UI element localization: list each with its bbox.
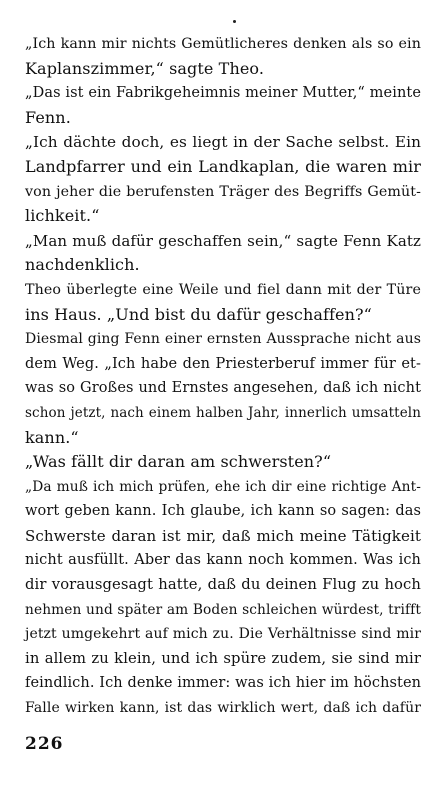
text-line: „Ich kann mir nichts Gemütlicheres denken als so ein (25, 36, 421, 52)
text-line: nicht ausfüllt. Aber das kann noch kommen. Was ich (25, 552, 421, 569)
text-line: dem Weg. „Ich habe den Priesterberuf immer für et- (25, 355, 421, 372)
text-line: schon jetzt, nach einem halben Jahr, innerlich umsatteln (25, 404, 421, 421)
text-line: „Was fällt dir daran am schwersten?“ (25, 452, 332, 472)
text-line: von jeher die berufensten Träger des Begriffs Gemüt- (25, 183, 421, 200)
text-line: dir vorausgesagt hatte, daß du deinen Flug zu hoch (25, 576, 421, 594)
text-line: wort geben kann. Ich glaube, ich kann so sagen: das (25, 503, 421, 520)
text-line: lichkeit.“ (25, 206, 100, 226)
printer-mark (233, 20, 236, 23)
text-line: Fenn. (25, 107, 71, 127)
text-line: nachdenklich. (25, 255, 140, 275)
text-line: Theo überlegte eine Weile und fiel dann mit der Türe (25, 281, 421, 298)
text-line: in allem zu klein, und ich spüre zudem, sie sind mir (25, 649, 421, 667)
text-line: was so Großes und Ernstes angesehen, daß ich nicht (25, 380, 421, 397)
text-line: „Ich dächte doch, es liegt in der Sache selbst. Ein (25, 133, 421, 152)
text-line: „Man muß dafür geschaffen sein,“ sagte Fenn Katz (25, 231, 421, 250)
text-line: jetzt umgekehrt auf mich zu. Die Verhältnisse sind mir (25, 626, 421, 643)
text-line: feindlich. Ich denke immer: was ich hier im höchsten (25, 675, 422, 692)
page-number: 226 (25, 734, 64, 754)
body-text (25, 32, 421, 721)
text-line: Landpfarrer und ein Landkaplan, die waren mir (25, 156, 421, 176)
text-line: Diesmal ging Fenn einer ernsten Aussprache nicht aus (25, 331, 421, 348)
text-line: „Das ist ein Fabrikgeheimnis meiner Mutter,“ meinte (25, 85, 421, 102)
text-line: kann.“ (25, 427, 79, 447)
text-line: Kaplanszimmer,“ sagte Theo. (25, 58, 265, 78)
text-line: Falle wirken kann, ist das wirklich wert, daß ich dafür (25, 700, 421, 717)
text-line: Schwerste daran ist mir, daß mich meine Tätigkeit (25, 526, 421, 545)
text-line: nehmen und später am Boden schleichen würdest, trifft (25, 601, 421, 618)
text-line: „Da muß ich mich prüfen, ehe ich dir eine richtige Ant- (25, 478, 421, 495)
text-line: ins Haus. „Und bist du dafür geschaffen?“ (25, 304, 372, 324)
